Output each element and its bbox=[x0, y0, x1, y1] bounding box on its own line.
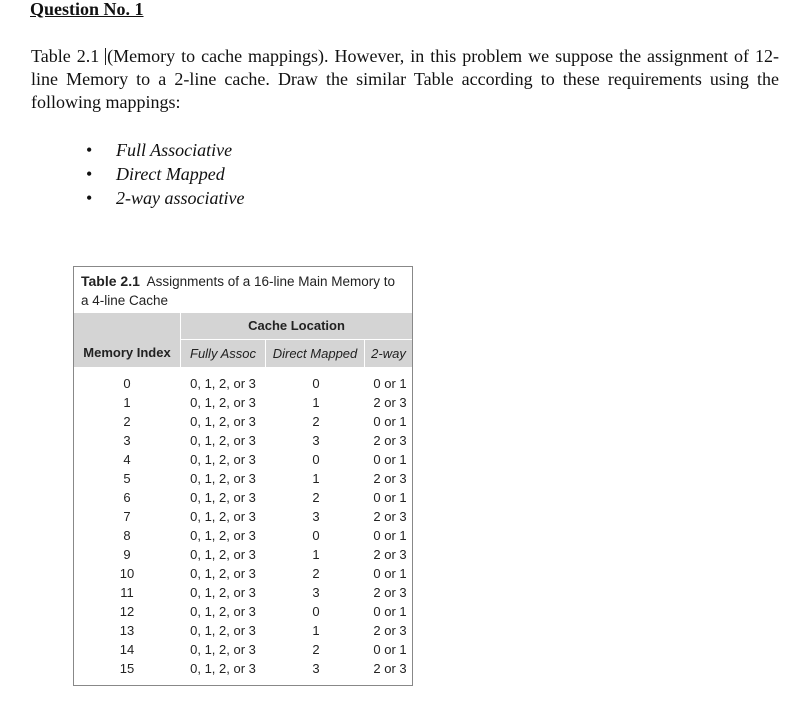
memory-index-cell: 1 bbox=[123, 395, 131, 410]
two-way-cell: 0 or 1 bbox=[373, 566, 407, 581]
table-row bbox=[74, 488, 412, 507]
paragraph-rest: (Memory to cache mappings). However, in this problem we suppose the assignment of 12-line Memory to a 2-line cache. Draw the similar Table according to these requirements using the following mappings: bbox=[31, 46, 779, 112]
memory-index-cell: 15 bbox=[119, 661, 135, 676]
two-way-cell: 2 or 3 bbox=[373, 395, 407, 410]
memory-index-cell: 10 bbox=[119, 566, 135, 581]
fully-assoc-cell: 0, 1, 2, or 3 bbox=[190, 604, 256, 619]
fully-assoc-cell: 0, 1, 2, or 3 bbox=[190, 547, 256, 562]
two-way-cell: 0 or 1 bbox=[373, 528, 407, 543]
direct-mapped-cell: 2 bbox=[312, 414, 320, 429]
header-2-way: 2-way bbox=[371, 346, 406, 361]
fully-assoc-cell: 0, 1, 2, or 3 bbox=[190, 414, 256, 429]
table-body bbox=[74, 374, 412, 678]
table-row bbox=[74, 469, 412, 488]
caption-label: Table 2.1 bbox=[81, 273, 140, 289]
table-row bbox=[74, 602, 412, 621]
direct-mapped-cell: 0 bbox=[312, 604, 320, 619]
direct-mapped-cell: 2 bbox=[312, 642, 320, 657]
direct-mapped-cell: 3 bbox=[312, 585, 320, 600]
list-item: • Full Associative bbox=[85, 138, 244, 162]
table-row bbox=[74, 621, 412, 640]
two-way-cell: 0 or 1 bbox=[373, 604, 407, 619]
fully-assoc-cell: 0, 1, 2, or 3 bbox=[190, 661, 256, 676]
direct-mapped-cell: 0 bbox=[312, 528, 320, 543]
question-paragraph bbox=[31, 45, 779, 114]
two-way-cell: 0 or 1 bbox=[373, 642, 407, 657]
memory-index-cell: 9 bbox=[123, 547, 131, 562]
table-row bbox=[74, 412, 412, 431]
fully-assoc-cell: 0, 1, 2, or 3 bbox=[190, 490, 256, 505]
two-way-cell: 2 or 3 bbox=[373, 471, 407, 486]
fully-assoc-cell: 0, 1, 2, or 3 bbox=[190, 623, 256, 638]
table-row bbox=[74, 545, 412, 564]
fully-assoc-cell: 0, 1, 2, or 3 bbox=[190, 471, 256, 486]
fully-assoc-cell: 0, 1, 2, or 3 bbox=[190, 509, 256, 524]
direct-mapped-cell: 0 bbox=[312, 452, 320, 467]
header-memory-index: Memory Index bbox=[83, 345, 171, 360]
direct-mapped-cell: 1 bbox=[312, 395, 320, 410]
two-way-cell: 2 or 3 bbox=[373, 661, 407, 676]
list-item: • Direct Mapped bbox=[85, 162, 244, 186]
two-way-cell: 0 or 1 bbox=[373, 376, 407, 391]
memory-index-cell: 5 bbox=[123, 471, 131, 486]
fully-assoc-cell: 0, 1, 2, or 3 bbox=[190, 452, 256, 467]
fully-assoc-cell: 0, 1, 2, or 3 bbox=[190, 528, 256, 543]
fully-assoc-cell: 0, 1, 2, or 3 bbox=[190, 585, 256, 600]
table-row bbox=[74, 431, 412, 450]
table-row bbox=[74, 659, 412, 678]
two-way-cell: 2 or 3 bbox=[373, 509, 407, 524]
fully-assoc-cell: 0, 1, 2, or 3 bbox=[190, 395, 256, 410]
paragraph-start: Table 2.1 bbox=[31, 46, 106, 66]
direct-mapped-cell: 1 bbox=[312, 623, 320, 638]
memory-index-cell: 6 bbox=[123, 490, 131, 505]
two-way-cell: 2 or 3 bbox=[373, 623, 407, 638]
memory-index-cell: 0 bbox=[123, 376, 131, 391]
direct-mapped-cell: 1 bbox=[312, 471, 320, 486]
direct-mapped-cell: 2 bbox=[312, 566, 320, 581]
header-fully-assoc: Fully Assoc bbox=[181, 340, 266, 367]
table-row bbox=[74, 393, 412, 412]
two-way-cell: 2 or 3 bbox=[373, 585, 407, 600]
header-direct-mapped: Direct Mapped bbox=[266, 340, 365, 367]
two-way-cell: 2 or 3 bbox=[373, 547, 407, 562]
table-figure bbox=[73, 266, 413, 686]
memory-index-cell: 11 bbox=[120, 585, 134, 600]
header-cache-location: Cache Location bbox=[181, 313, 412, 340]
table-row bbox=[74, 640, 412, 659]
table-row bbox=[74, 526, 412, 545]
two-way-cell: 2 or 3 bbox=[373, 433, 407, 448]
table-row bbox=[74, 583, 412, 602]
two-way-cell: 0 or 1 bbox=[373, 414, 407, 429]
caption-text: Assignments of a 16-line Main Memory to a 4-line Cache bbox=[81, 274, 396, 308]
direct-mapped-cell: 3 bbox=[312, 433, 320, 448]
list-item: • 2-way associative bbox=[85, 186, 244, 210]
table-row bbox=[74, 564, 412, 583]
two-way-cell: 0 or 1 bbox=[373, 490, 407, 505]
memory-index-cell: 4 bbox=[123, 452, 131, 467]
mapping-list bbox=[85, 138, 244, 210]
question-heading: Question No. 1 bbox=[30, 0, 144, 19]
direct-mapped-cell: 3 bbox=[312, 661, 320, 676]
direct-mapped-cell: 2 bbox=[312, 490, 320, 505]
memory-index-cell: 14 bbox=[119, 642, 135, 657]
table-row bbox=[74, 507, 412, 526]
memory-index-cell: 8 bbox=[123, 528, 131, 543]
table-row bbox=[74, 374, 412, 393]
table-caption bbox=[81, 272, 406, 310]
memory-index-cell: 13 bbox=[119, 623, 135, 638]
direct-mapped-cell: 0 bbox=[312, 376, 320, 391]
direct-mapped-cell: 3 bbox=[312, 509, 320, 524]
memory-index-cell: 12 bbox=[119, 604, 135, 619]
fully-assoc-cell: 0, 1, 2, or 3 bbox=[190, 433, 256, 448]
memory-index-cell: 7 bbox=[123, 509, 131, 524]
direct-mapped-cell: 1 bbox=[312, 547, 320, 562]
two-way-cell: 0 or 1 bbox=[373, 452, 407, 467]
fully-assoc-cell: 0, 1, 2, or 3 bbox=[190, 642, 256, 657]
table-row bbox=[74, 450, 412, 469]
fully-assoc-cell: 0, 1, 2, or 3 bbox=[190, 566, 256, 581]
table-header bbox=[74, 313, 412, 367]
memory-index-cell: 3 bbox=[123, 433, 131, 448]
fully-assoc-cell: 0, 1, 2, or 3 bbox=[190, 376, 256, 391]
memory-index-cell: 2 bbox=[123, 414, 131, 429]
